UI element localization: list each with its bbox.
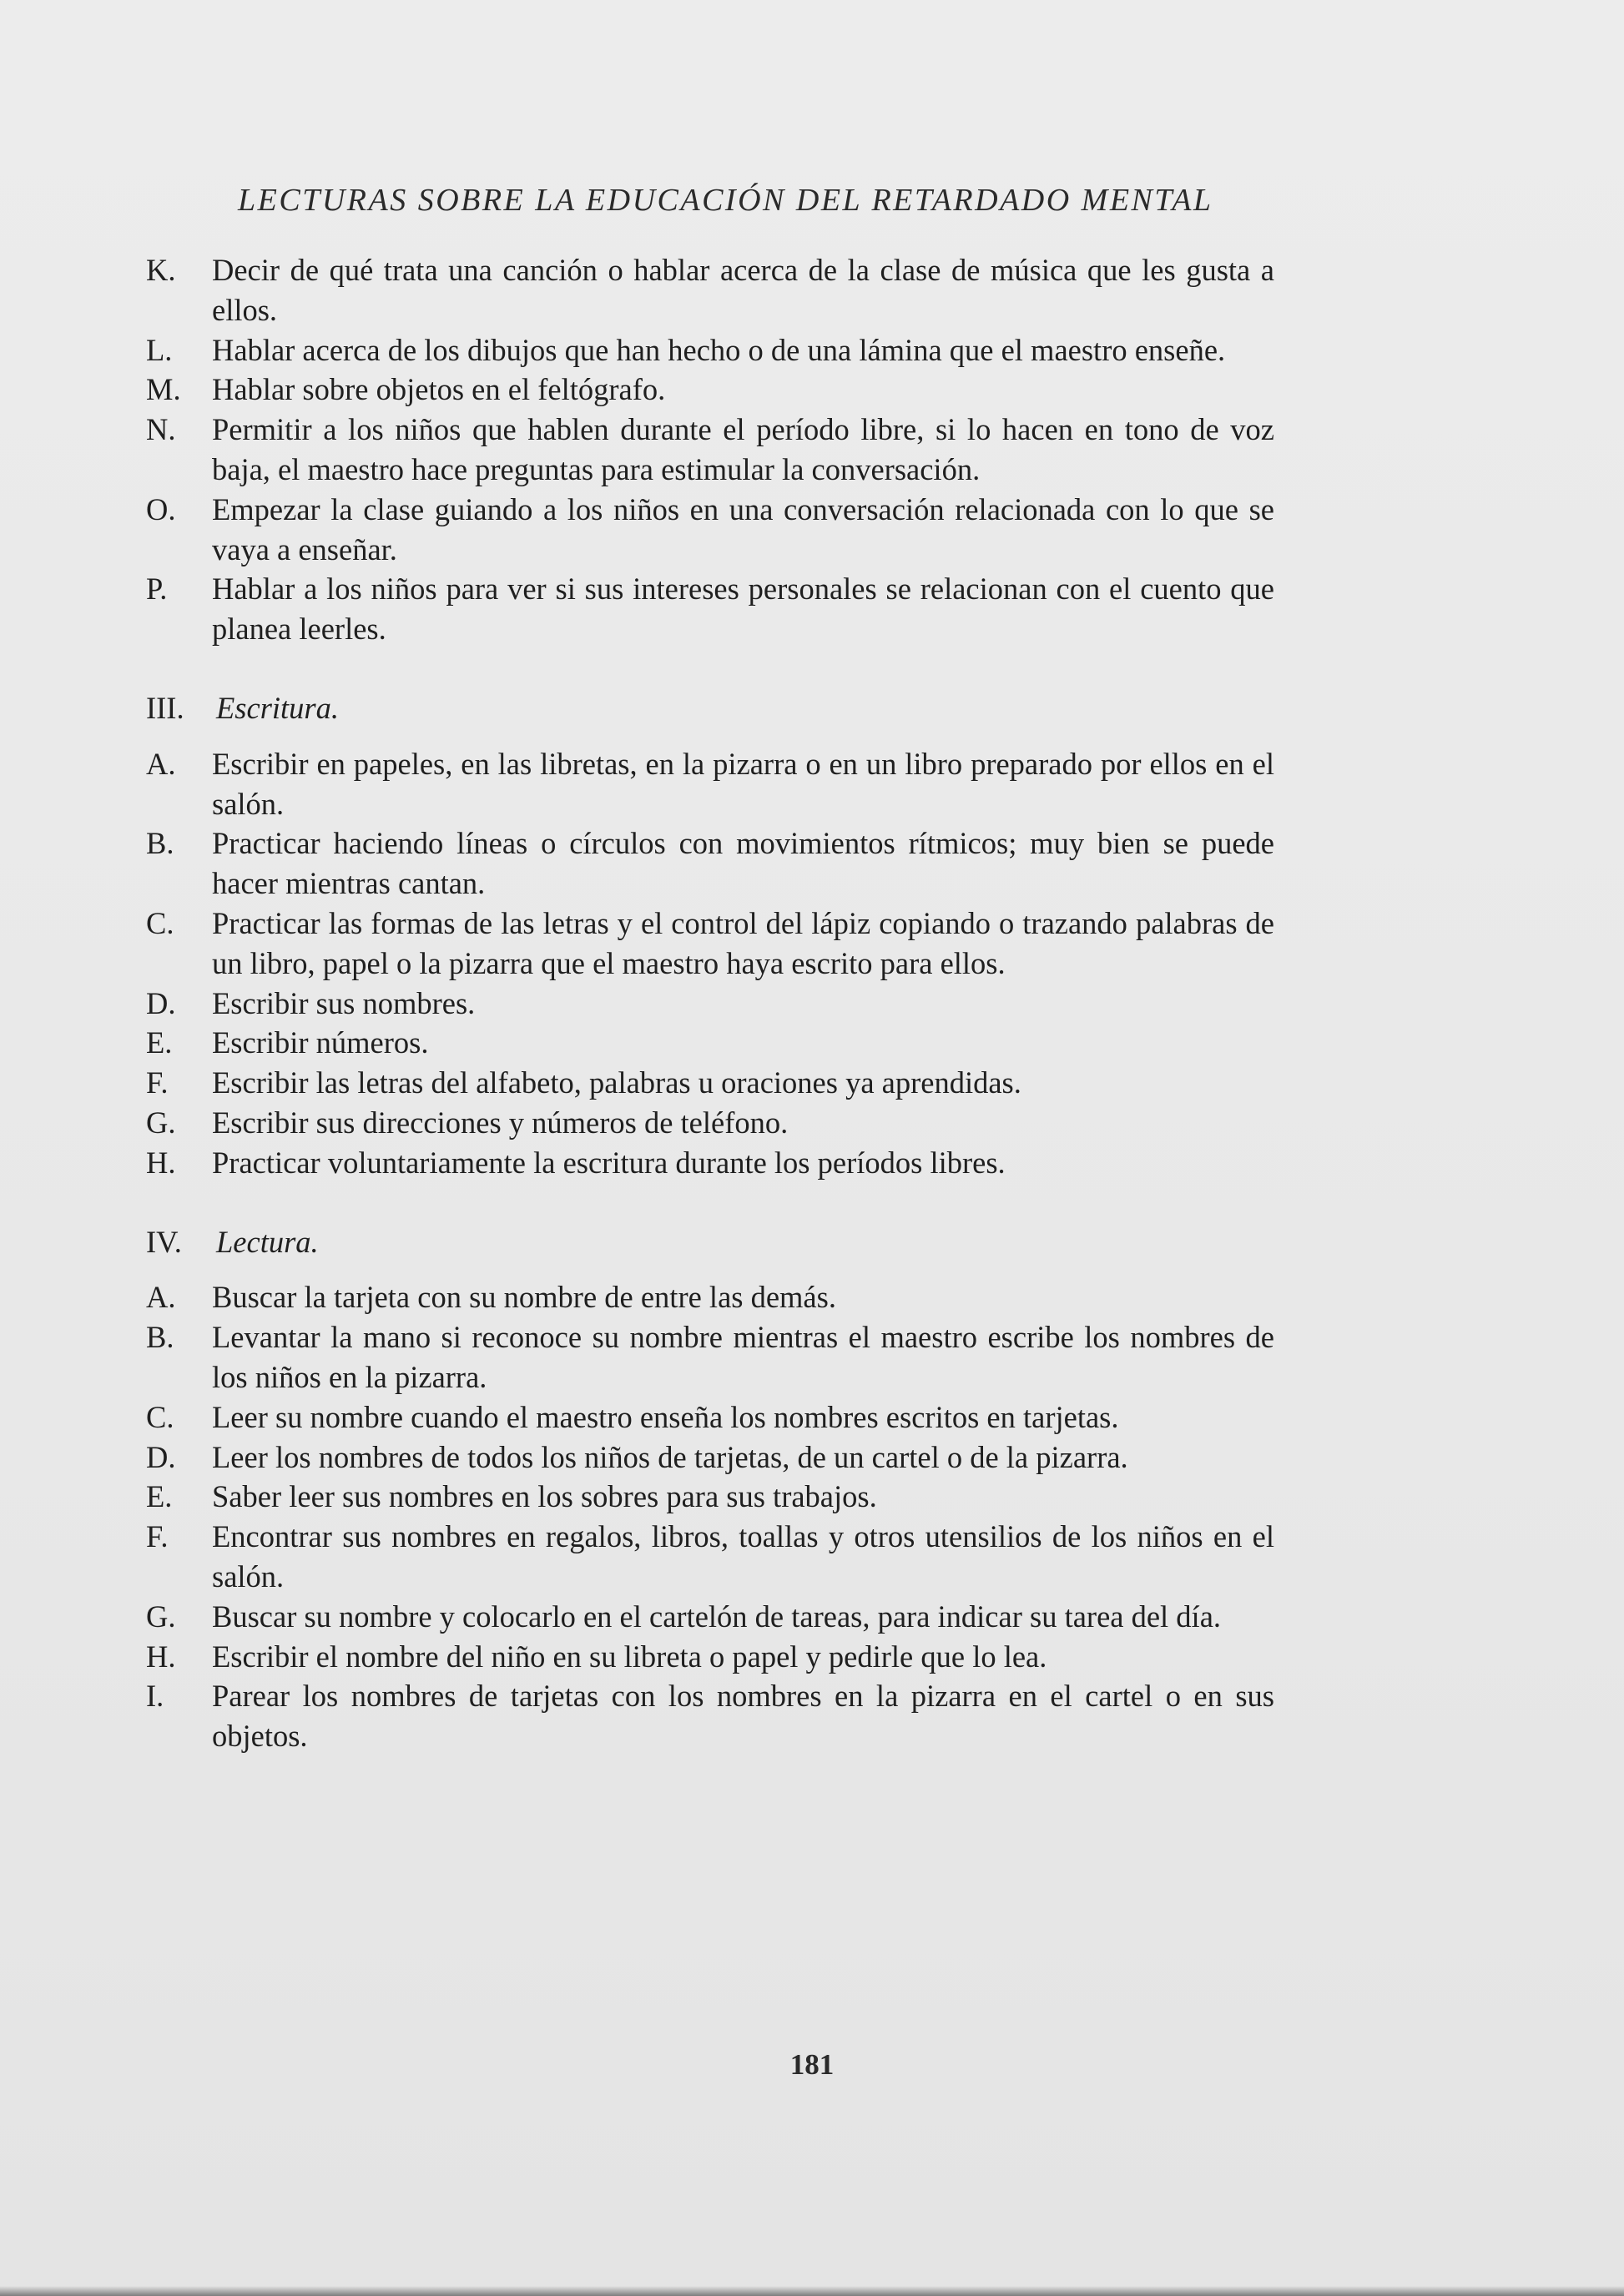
item-marker: H. (146, 1639, 176, 1674)
item-marker: L. (146, 332, 173, 367)
list-item (146, 744, 1274, 824)
item-marker: C. (146, 905, 174, 940)
list-item (146, 1637, 1274, 1677)
list-item (146, 569, 1274, 649)
section-heading-escritura (146, 688, 1274, 728)
item-marker: I. (146, 1679, 164, 1714)
section-heading-lectura (146, 1222, 1274, 1262)
item-text: Practicar haciendo líneas o círculos con movimientos rítmicos; muy bien se puede hacer mientras cantan. (212, 826, 1274, 901)
item-text: Encontrar sus nombres en regalos, libros, toallas y otros utensilios de los niños en el salón. (212, 1519, 1274, 1594)
item-marker: G. (146, 1105, 176, 1140)
item-text: Practicar las formas de las letras y el control del lápiz copiando o trazando palabras de un libro, papel o la pizarra que el maestro haya escrito para ellos. (212, 905, 1274, 980)
item-text: Escribir sus nombres. (212, 985, 476, 1020)
list-item (146, 1676, 1274, 1756)
item-text: Permitir a los niños que hablen durante el período libre, si lo hacen en tono de voz baja, el maestro hace preguntas para estimular la conversación. (212, 412, 1274, 486)
list-item (146, 1023, 1274, 1063)
continued-list (146, 250, 1274, 649)
list-item (146, 1277, 1274, 1317)
item-marker: B. (146, 826, 174, 861)
item-text: Parear los nombres de tarjetas con los nombres en la pizarra en el cartel o en sus objetos. (212, 1679, 1274, 1754)
item-text: Buscar su nombre y colocarlo en el cartelón de tareas, para indicar su tarea del día. (212, 1599, 1222, 1634)
item-marker: K. (146, 253, 176, 287)
item-text: Escribir el nombre del niño en su libreta o papel y pedirle que lo lea. (212, 1639, 1047, 1674)
item-text: Leer los nombres de todos los niños de tarjetas, de un cartel o de la pizarra. (212, 1439, 1128, 1474)
item-text: Levantar la mano si reconoce su nombre mientras el maestro escribe los nombres de los niños en la pizarra. (212, 1320, 1274, 1394)
scan-edge-shadow (0, 2286, 1624, 2296)
item-marker: C. (146, 1399, 174, 1434)
list-item (146, 823, 1274, 904)
running-head: LECTURAS SOBRE LA EDUCACIÓN DEL RETARDADO MENTAL (238, 183, 1213, 218)
list-item (146, 410, 1274, 490)
item-text: Escribir sus direcciones y números de teléfono. (212, 1105, 789, 1140)
item-marker: E. (146, 1479, 173, 1514)
item-marker: D. (146, 985, 176, 1020)
section-title: Escritura. (216, 690, 340, 725)
item-marker: N. (146, 412, 176, 447)
page-number: 181 (789, 2048, 835, 2081)
list-item (146, 1103, 1274, 1143)
section-title: Lectura. (216, 1224, 319, 1259)
lectura-list (146, 1277, 1274, 1756)
list-item (146, 490, 1274, 570)
item-marker: O. (146, 491, 176, 526)
item-text: Buscar la tarjeta con su nombre de entre las demás. (212, 1280, 836, 1315)
item-marker: P. (146, 571, 168, 607)
item-text: Escribir las letras del alfabeto, palabras u oraciones ya aprendidas. (212, 1065, 1021, 1100)
list-item (146, 1317, 1274, 1397)
section-number: III. (146, 690, 184, 725)
list-item (146, 1477, 1274, 1517)
item-marker: M. (146, 372, 181, 407)
list-item (146, 250, 1274, 330)
escritura-list (146, 744, 1274, 1183)
list-item (146, 370, 1274, 410)
list-item (146, 1063, 1274, 1103)
list-item (146, 1143, 1274, 1183)
item-marker: E. (146, 1025, 173, 1060)
item-text: Leer su nombre cuando el maestro enseña los nombres escritos en tarjetas. (212, 1399, 1119, 1434)
item-text: Practicar voluntariamente la escritura durante los períodos libres. (212, 1145, 1006, 1180)
list-item (146, 984, 1274, 1024)
item-marker: A. (146, 746, 176, 781)
item-marker: F. (146, 1519, 169, 1554)
item-text: Hablar a los niños para ver si sus intereses personales se relacionan con el cuento que planea leerles. (212, 571, 1274, 647)
list-item (146, 1397, 1274, 1438)
item-text: Escribir en papeles, en las libretas, en la pizarra o en un libro preparado por ellos en el salón. (212, 746, 1274, 821)
item-marker: B. (146, 1320, 174, 1355)
list-item (146, 330, 1274, 370)
list-item (146, 1438, 1274, 1478)
item-marker: A. (146, 1280, 176, 1315)
item-text: Decir de qué trata una canción o hablar acerca de la clase de música que les gusta a ellos. (212, 253, 1274, 327)
item-text: Empezar la clase guiando a los niños en una conversación relacionada con lo que se vaya a enseñar. (212, 491, 1274, 566)
item-marker: D. (146, 1439, 176, 1474)
item-text: Hablar acerca de los dibujos que han hecho o de una lámina que el maestro enseñe. (212, 332, 1226, 367)
item-text: Hablar sobre objetos en el feltógrafo. (212, 372, 666, 407)
item-marker: H. (146, 1145, 176, 1180)
section-number: IV. (146, 1224, 182, 1259)
item-text: Escribir números. (212, 1025, 429, 1060)
item-marker: F. (146, 1065, 169, 1100)
list-item (146, 904, 1274, 984)
item-text: Saber leer sus nombres en los sobres para sus trabajos. (212, 1479, 877, 1514)
list-item (146, 1597, 1274, 1637)
page-body (146, 250, 1274, 1756)
list-item (146, 1517, 1274, 1597)
item-marker: G. (146, 1599, 176, 1634)
